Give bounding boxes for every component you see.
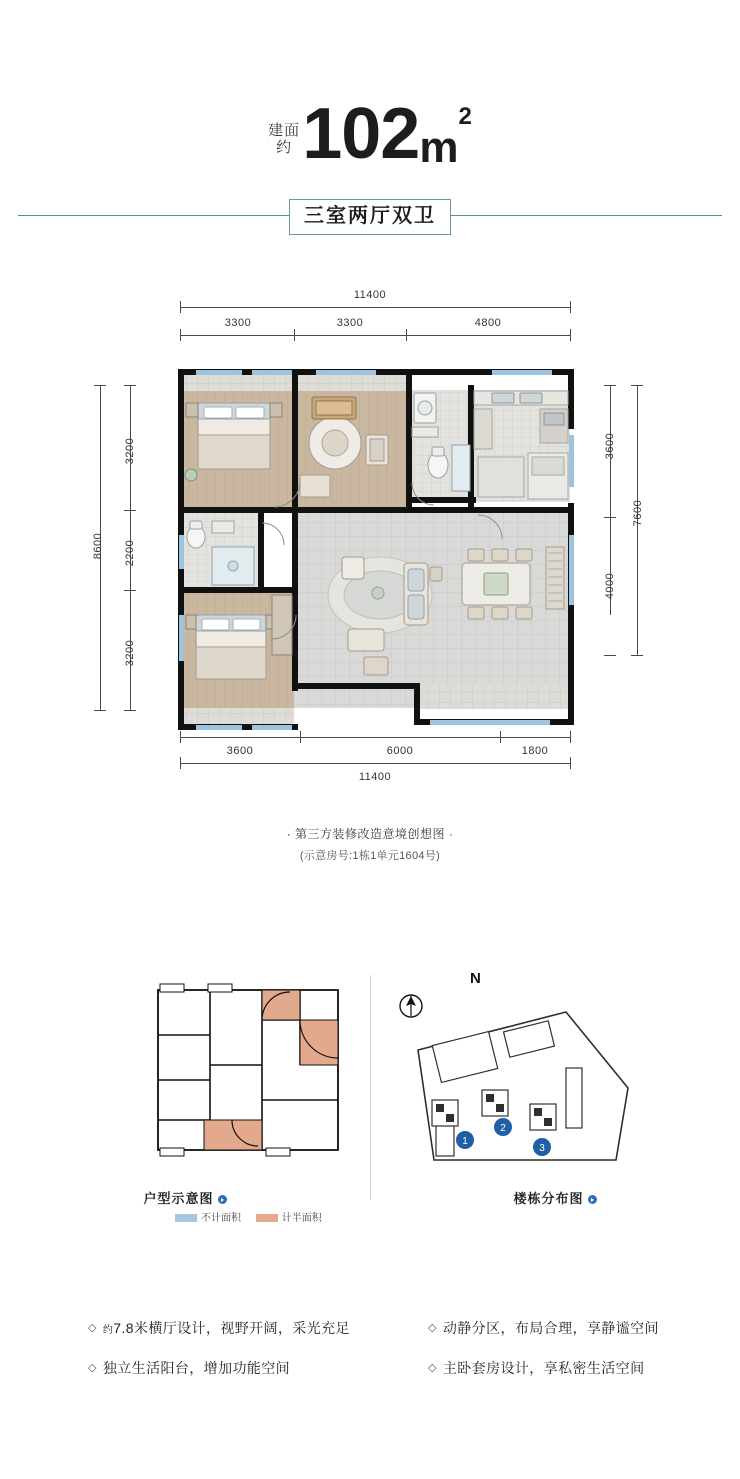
- area-unit: m: [419, 123, 459, 172]
- dim-top-seg-3: 4800: [474, 317, 502, 329]
- arrow-right-circle-icon: [218, 1195, 227, 1204]
- legend-swatch-half: [256, 1214, 278, 1222]
- plan-caption-sub: (示意房号:1栋1单元1604号): [299, 850, 441, 862]
- legend-item-1: [175, 1209, 241, 1224]
- north-label: N: [470, 970, 481, 987]
- page-header: [0, 0, 740, 260]
- dim-left-total: 8600: [92, 532, 104, 560]
- dim-top-total: 11400: [353, 289, 387, 301]
- room-type-badge: 三室两厅双卫: [289, 199, 451, 235]
- feature-4-text: 主卧套房设计，享私密生活空间: [442, 1360, 645, 1376]
- dim-bottom-seg-2: 6000: [386, 745, 414, 757]
- feature-3-text: 动静分区，布局合理，享静谧空间: [442, 1320, 659, 1336]
- dim-left-seg-2: 2200: [124, 539, 136, 567]
- building-marker-2: 2: [500, 1123, 506, 1134]
- header-rule-right: [450, 215, 722, 216]
- dim-bottom-seg-3: 1800: [521, 745, 549, 757]
- header-rule-left: [18, 215, 290, 216]
- building-marker-1: 1: [462, 1136, 468, 1147]
- area-number: 102: [302, 94, 420, 174]
- dim-left-seg-1: 3200: [124, 437, 136, 465]
- area-prefix: [268, 122, 300, 156]
- area-prefix-line2: 约: [276, 139, 293, 156]
- dim-right-total: 7600: [632, 499, 644, 527]
- bullet-icon: ◇: [428, 1362, 437, 1374]
- legend-swatch-uncounted: [175, 1214, 197, 1222]
- feature-1-text: 7.8米横厅设计，视野开阔，采光充足: [113, 1320, 350, 1336]
- bullet-icon: ◇: [88, 1322, 97, 1334]
- feature-item-4: [428, 1358, 644, 1378]
- building-distribution-label-text: 楼栋分布图: [513, 1191, 584, 1206]
- dim-left-seg-3: 3200: [124, 639, 136, 667]
- legend-label-uncounted: 不计面积: [201, 1213, 241, 1224]
- feature-item-1: [88, 1318, 350, 1338]
- bullet-icon: ◇: [88, 1362, 97, 1374]
- dim-top-seg-2: 3300: [336, 317, 364, 329]
- feature-item-3: [428, 1318, 659, 1338]
- plan-caption-main: · 第三方装修改造意境创想图 ·: [286, 827, 454, 841]
- feature-item-2: [88, 1358, 290, 1378]
- unit-schematic-label: [0, 1188, 370, 1207]
- feature-1-small: 约: [102, 1325, 114, 1336]
- lower-diagrams: [0, 960, 740, 1260]
- building-marker-3: 3: [539, 1143, 545, 1154]
- floor-plan-section: [0, 285, 740, 862]
- dim-top-seg-1: 3300: [224, 317, 252, 329]
- feature-2-text: 独立生活阳台，增加功能空间: [102, 1360, 291, 1376]
- dim-right-seg-2: 4000: [604, 572, 616, 600]
- area-unit-superscript: 2: [458, 103, 472, 130]
- dim-bottom-total: 11400: [358, 771, 392, 783]
- dim-right-seg-1: 3600: [604, 432, 616, 460]
- apartment-floor-plan: [0, 285, 740, 805]
- area-legend: [175, 1209, 335, 1224]
- bullet-icon: ◇: [428, 1322, 437, 1334]
- building-distribution-diagram: [370, 960, 740, 1260]
- building-distribution-label: [370, 1188, 740, 1207]
- title-row: [0, 94, 740, 174]
- area-prefix-line1: 建面: [268, 122, 301, 139]
- arrow-right-circle-icon: [588, 1195, 597, 1204]
- legend-label-half: 计半面积: [281, 1213, 322, 1224]
- dim-bottom-seg-1: 3600: [226, 745, 254, 757]
- unit-schematic-label-text: 户型示意图: [143, 1191, 214, 1206]
- legend-item-2: [256, 1209, 322, 1224]
